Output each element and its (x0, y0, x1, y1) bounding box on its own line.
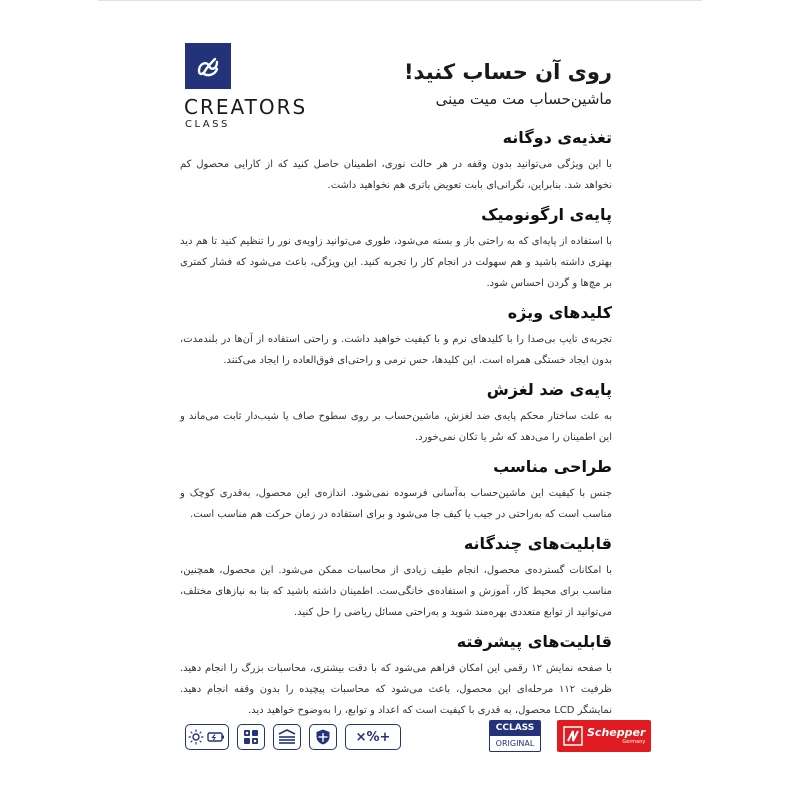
original-label: ORIGINAL (495, 739, 535, 748)
section-anti-slip (180, 378, 612, 448)
creators-class-logo-mark (185, 43, 231, 89)
keypad-badge (237, 724, 265, 750)
section-title: تغذیه‌ی دوگانه (502, 128, 612, 147)
shield-icon (314, 728, 332, 746)
layers-badge (273, 724, 301, 750)
layers-icon (277, 728, 297, 746)
logo-glyph-icon (193, 51, 223, 81)
page-subtitle: ماشین‌حساب مت میت مینی (435, 90, 612, 108)
section-advanced (180, 630, 612, 721)
keypad-icon (242, 728, 260, 746)
section-special-keys (180, 301, 612, 371)
schepper-logo-icon (563, 726, 583, 746)
page-title: روی آن حساب کنید! (403, 60, 612, 84)
section-body: تجربه‌ی تایپ بی‌صدا را با کلیدهای نرم و با کیفیت خواهید داشت. و راحتی استفاده از آن‌ها در بلندمدت، بدون ایجاد خستگی همراه است. این کلیدها، حس نرمی و راحتی‌ای فوق‌العاده را ایجاد می‌کنند. (180, 334, 612, 366)
logo-subtitle: CLASS (185, 119, 230, 130)
section-ergonomic-stand (180, 203, 612, 294)
cclass-original-badge (489, 720, 541, 752)
section-body: با استفاده از پایه‌ای که به راحتی باز و بسته می‌شود، طوری می‌توانید زاویه‌ی نور را تنظیم کنید تا هم دید بهتری داشته باشید و هم سهولت در انجام کار را تجربه کنید. این ویژگی، باعث می‌شود که فشار کمتری بر مچ‌ها و گردن احساس شود. (180, 236, 612, 289)
schepper-country: Germany (622, 739, 646, 745)
section-multi-capability (180, 532, 612, 623)
math-symbols-badge (345, 724, 401, 750)
section-body: جنس با کیفیت این ماشین‌حساب به‌آسانی فرسوده نمی‌شود. اندازه‌ی این محصول، به‌قدری کوچک و مناسب است که به‌راحتی در جیب یا کیف جا می‌شود و برای استفاده در زمان حرکت هم مناسب است. (180, 488, 612, 520)
cclass-label: CCLASS (490, 721, 540, 736)
feature-sections (180, 126, 612, 728)
section-body: به علت ساختار محکم پایه‌ی ضد لغزش، ماشین‌حساب بر روی سطوح صاف یا شیب‌دار ثابت می‌ماند و این اطمینان را می‌دهد که سُر یا تکان نمی‌خورد. (180, 411, 612, 443)
section-title: قابلیت‌های پیشرفته (456, 632, 612, 651)
section-body: با این ویژگی می‌توانید بدون وقفه در هر حالت نوری، اطمینان حاصل کنید که از کارایی محصول کم نخواهد شد. بنابراین، نگرانی‌ای بابت تعویض باتری هم نخواهید داشت. (180, 159, 612, 191)
solar-battery-badge (185, 724, 229, 750)
section-title: طراحی مناسب (493, 457, 612, 476)
section-title: کلیدهای ویژه (507, 303, 612, 322)
schepper-name: Schepper (587, 726, 646, 739)
section-title: پایه‌ی ارگونومیک (481, 205, 612, 224)
section-body: با صفحه نمایش ۱۲ رقمی این امکان فراهم می‌شود که با دقت بیشتری، محاسبات بزرگ را انجام دهید. ظرفیت ۱۱۲ مرحله‌ای این محصول، باعث می‌شود که محاسبات پیچیده را بدون وقفه انجام دهید. نمایشگر LCD محصول، به قدری با کیفیت است که اعداد و توابع، را به‌وضوح خواهید دید. (180, 663, 612, 716)
feature-icon-row (185, 724, 401, 750)
logo-wordmark: CREATORS (184, 95, 308, 119)
section-title: قابلیت‌های چندگانه (463, 534, 612, 553)
schepper-text (587, 727, 645, 745)
schepper-brand-badge (557, 720, 651, 752)
section-design (180, 455, 612, 525)
shield-badge (309, 724, 337, 750)
section-dual-power (180, 126, 612, 196)
section-title: پایه‌ی ضد لغزش (486, 380, 612, 399)
section-body: با امکانات گسترده‌ی محصول، انجام طیف زیادی از محاسبات ممکن می‌شود. این محصول، همچنین، مناسب برای محیط کار، آموزش و استفاده‌ی خانگی‌ست. اطمینان داشته باشید که بنا به نیازهای مختلف، می‌توانید از توابع متعددی بهره‌مند شوید و به‌راحتی مسائل ریاضی را حل کنید. (180, 565, 612, 618)
top-divider (98, 0, 702, 1)
sun-icon (188, 729, 226, 745)
math-symbols-icon: ×%+ (355, 729, 391, 745)
